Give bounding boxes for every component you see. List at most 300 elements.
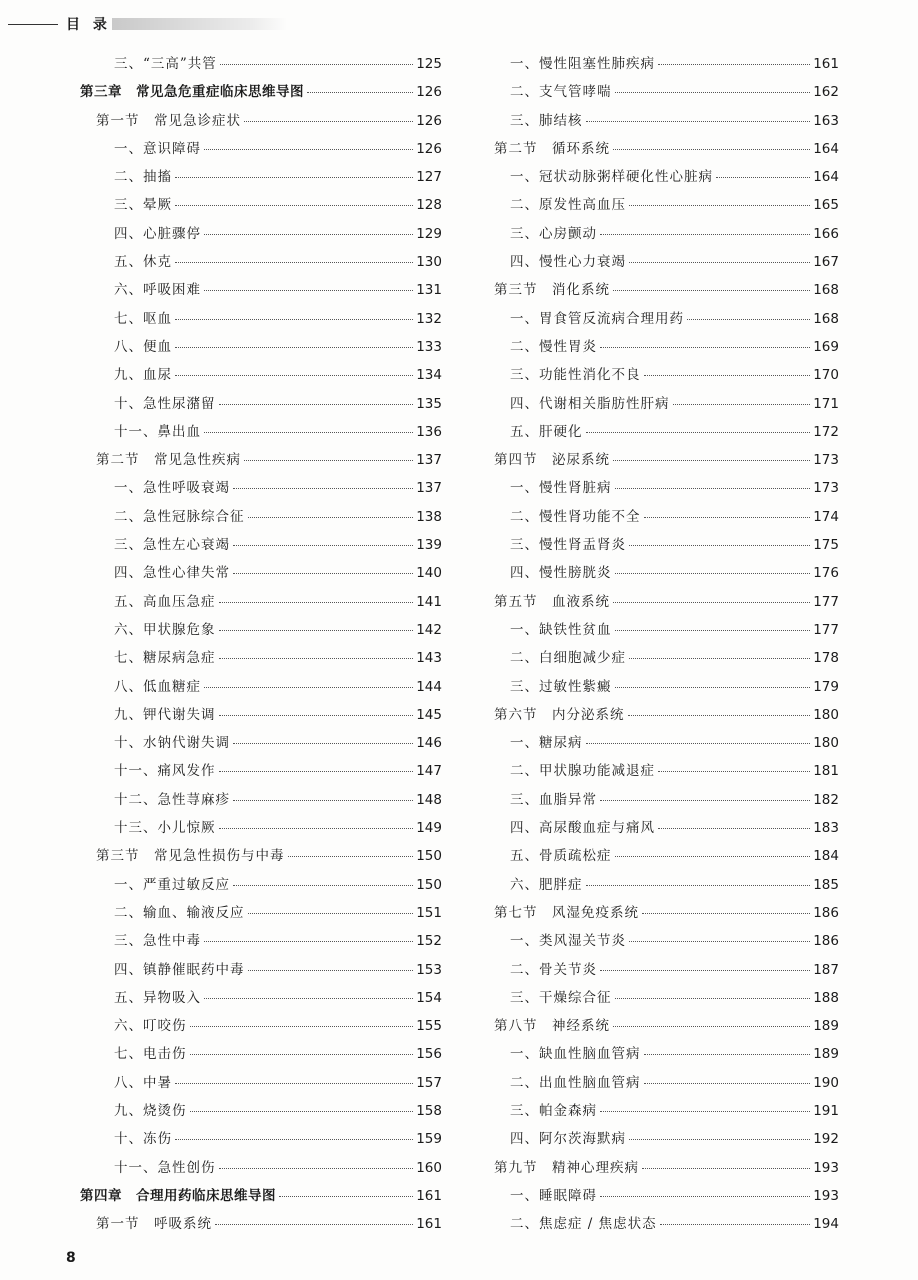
toc-entry-page: 143 bbox=[416, 650, 442, 667]
toc-entry-page: 157 bbox=[416, 1074, 442, 1091]
dot-leader bbox=[629, 941, 810, 942]
toc-entry-page: 176 bbox=[813, 565, 839, 582]
dot-leader bbox=[629, 1139, 810, 1140]
toc-entry-label: 三、肺结核 bbox=[510, 112, 583, 129]
toc-entry-item[interactable] bbox=[80, 1127, 442, 1155]
toc-entry-item[interactable] bbox=[494, 646, 839, 674]
toc-entry-label: 二、甲状腺功能减退症 bbox=[510, 763, 655, 780]
toc-entry-item[interactable] bbox=[80, 222, 442, 250]
toc-entry-label: 第三章 常见急危重症临床思维导图 bbox=[80, 84, 304, 101]
toc-entry-section[interactable] bbox=[494, 590, 839, 618]
toc-entry-page: 192 bbox=[813, 1131, 839, 1148]
dot-leader bbox=[716, 177, 810, 178]
toc-entry-label: 十二、急性荨麻疹 bbox=[114, 791, 230, 808]
toc-entry-page: 164 bbox=[813, 140, 839, 157]
toc-entry-page: 158 bbox=[416, 1102, 442, 1119]
toc-entry-item[interactable] bbox=[80, 1071, 442, 1099]
dot-leader bbox=[175, 375, 413, 376]
dot-leader bbox=[175, 1083, 413, 1084]
toc-entry-page: 126 bbox=[416, 84, 442, 101]
toc-entry-item[interactable] bbox=[494, 420, 839, 448]
toc-entry-item[interactable] bbox=[494, 476, 839, 504]
toc-entry-item[interactable] bbox=[494, 392, 839, 420]
header-title: 目 录 bbox=[66, 17, 111, 33]
dot-leader bbox=[628, 715, 811, 716]
toc-entry-label: 二、输血、输液反应 bbox=[114, 904, 245, 921]
dot-leader bbox=[687, 319, 810, 320]
toc-entry-item[interactable] bbox=[80, 1099, 442, 1127]
toc-entry-page: 165 bbox=[813, 197, 839, 214]
dot-leader bbox=[644, 1083, 811, 1084]
toc-entry-page: 162 bbox=[813, 84, 839, 101]
dot-leader bbox=[642, 913, 810, 914]
dot-leader bbox=[600, 800, 810, 801]
dot-leader bbox=[219, 630, 414, 631]
dot-leader bbox=[600, 1111, 810, 1112]
toc-entry-page: 153 bbox=[416, 961, 442, 978]
toc-entry-label: 四、慢性膀胱炎 bbox=[510, 565, 612, 582]
toc-entry-page: 193 bbox=[813, 1159, 839, 1176]
toc-entry-item[interactable] bbox=[80, 901, 442, 929]
toc-entry-label: 十一、急性创伤 bbox=[114, 1159, 216, 1176]
toc-entry-page: 126 bbox=[416, 140, 442, 157]
toc-entry-label: 六、叮咬伤 bbox=[114, 1018, 187, 1035]
toc-entry-label: 第六节 内分泌系统 bbox=[494, 706, 625, 723]
toc-entry-page: 168 bbox=[813, 310, 839, 327]
toc-entry-page: 156 bbox=[416, 1046, 442, 1063]
dot-leader bbox=[673, 404, 811, 405]
toc-entry-page: 147 bbox=[416, 763, 442, 780]
dot-leader bbox=[615, 488, 811, 489]
toc-entry-label: 四、代谢相关脂肪性肝病 bbox=[510, 395, 670, 412]
dot-leader bbox=[204, 998, 413, 999]
toc-entry-item[interactable] bbox=[80, 986, 442, 1014]
toc-entry-label: 三、急性中毒 bbox=[114, 933, 201, 950]
toc-entry-page: 161 bbox=[416, 1187, 442, 1204]
dot-leader bbox=[613, 460, 810, 461]
toc-entry-label: 二、原发性高血压 bbox=[510, 197, 626, 214]
toc-entry-label: 三、心房颤动 bbox=[510, 225, 597, 242]
toc-entry-label: 一、睡眠障碍 bbox=[510, 1187, 597, 1204]
toc-entry-page: 173 bbox=[813, 480, 839, 497]
dot-leader bbox=[204, 234, 413, 235]
toc-entry-item[interactable] bbox=[494, 816, 839, 844]
toc-entry-item[interactable] bbox=[494, 193, 839, 221]
toc-entry-item[interactable] bbox=[494, 1212, 839, 1240]
toc-entry-label: 第九节 精神心理疾病 bbox=[494, 1159, 639, 1176]
dot-leader bbox=[613, 602, 810, 603]
toc-entry-page: 129 bbox=[416, 225, 442, 242]
toc-entry-label: 十三、小儿惊厥 bbox=[114, 820, 216, 837]
toc-entry-section[interactable] bbox=[494, 278, 839, 306]
toc-entry-label: 一、类风湿关节炎 bbox=[510, 933, 626, 950]
dot-leader bbox=[175, 319, 413, 320]
dot-leader bbox=[615, 573, 811, 574]
toc-entry-page: 144 bbox=[416, 678, 442, 695]
toc-entry-label: 五、休克 bbox=[114, 254, 172, 271]
toc-entry-item[interactable] bbox=[494, 986, 839, 1014]
toc-entry-label: 六、甲状腺危象 bbox=[114, 621, 216, 638]
toc-entry-item[interactable] bbox=[494, 250, 839, 278]
toc-entry-item[interactable] bbox=[80, 250, 442, 278]
dot-leader bbox=[279, 1196, 413, 1197]
toc-entry-item[interactable] bbox=[494, 561, 839, 589]
toc-entry-item[interactable] bbox=[80, 675, 442, 703]
toc-entry-label: 八、低血糖症 bbox=[114, 678, 201, 695]
toc-entry-page: 159 bbox=[416, 1131, 442, 1148]
toc-entry-page: 171 bbox=[813, 395, 839, 412]
toc-entry-page: 194 bbox=[813, 1216, 839, 1233]
dot-leader bbox=[175, 177, 413, 178]
toc-entry-item[interactable] bbox=[494, 873, 839, 901]
toc-entry-page: 179 bbox=[813, 678, 839, 695]
toc-entry-item[interactable] bbox=[80, 646, 442, 674]
toc-entry-item[interactable] bbox=[80, 788, 442, 816]
dot-leader bbox=[244, 121, 413, 122]
toc-entry-page: 139 bbox=[416, 537, 442, 554]
toc-entry-label: 一、缺铁性贫血 bbox=[510, 621, 612, 638]
toc-entry-item[interactable] bbox=[80, 1014, 442, 1042]
toc-entry-label: 第三节 消化系统 bbox=[494, 282, 610, 299]
toc-entry-item[interactable] bbox=[494, 363, 839, 391]
toc-entry-item[interactable] bbox=[80, 618, 442, 646]
toc-entry-label: 五、异物吸入 bbox=[114, 989, 201, 1006]
toc-entry-page: 189 bbox=[813, 1046, 839, 1063]
toc-entry-page: 145 bbox=[416, 706, 442, 723]
toc-entry-label: 四、镇静催眠药中毒 bbox=[114, 961, 245, 978]
toc-entry-label: 一、慢性肾脏病 bbox=[510, 480, 612, 497]
toc-entry-page: 186 bbox=[813, 933, 839, 950]
toc-entry-label: 十一、痛风发作 bbox=[114, 763, 216, 780]
dot-leader bbox=[219, 771, 414, 772]
toc-entry-item[interactable] bbox=[80, 420, 442, 448]
toc-entry-item[interactable] bbox=[80, 137, 442, 165]
toc-column-left bbox=[80, 52, 442, 1240]
toc-entry-section[interactable] bbox=[494, 1014, 839, 1042]
toc-entry-item[interactable] bbox=[494, 109, 839, 137]
toc-entry-label: 三、晕厥 bbox=[114, 197, 172, 214]
dot-leader bbox=[248, 517, 414, 518]
toc-entry-page: 125 bbox=[416, 56, 442, 72]
page-number: 8 bbox=[66, 1250, 76, 1266]
toc-entry-item[interactable] bbox=[80, 533, 442, 561]
toc-entry-label: 七、呕血 bbox=[114, 310, 172, 327]
toc-entry-item[interactable] bbox=[80, 52, 442, 80]
dot-leader bbox=[233, 800, 413, 801]
toc-entry-label: 四、心脏骤停 bbox=[114, 225, 201, 242]
toc-entry-page: 183 bbox=[813, 820, 839, 837]
toc-entry-page: 172 bbox=[813, 423, 839, 440]
toc-entry-page: 131 bbox=[416, 282, 442, 299]
toc-entry-item[interactable] bbox=[80, 476, 442, 504]
toc-entry-item[interactable] bbox=[80, 335, 442, 363]
toc-entry-item[interactable] bbox=[80, 278, 442, 306]
toc-entry-page: 132 bbox=[416, 310, 442, 327]
toc-entry-page: 180 bbox=[813, 735, 839, 752]
toc-entry-item[interactable] bbox=[494, 759, 839, 787]
dot-leader bbox=[600, 970, 810, 971]
toc-entry-page: 169 bbox=[813, 338, 839, 355]
dot-leader bbox=[175, 205, 413, 206]
toc-entry-label: 五、肝硬化 bbox=[510, 423, 583, 440]
toc-entry-label: 四、阿尔茨海默病 bbox=[510, 1131, 626, 1148]
toc-entry-section[interactable] bbox=[494, 137, 839, 165]
dot-leader bbox=[233, 743, 413, 744]
toc-entry-chapter[interactable] bbox=[80, 80, 442, 108]
toc-entry-label: 十一、鼻出血 bbox=[114, 423, 201, 440]
dot-leader bbox=[190, 1026, 414, 1027]
toc-entry-label: 三、慢性肾盂肾炎 bbox=[510, 537, 626, 554]
dot-leader bbox=[204, 687, 413, 688]
dot-leader bbox=[219, 828, 414, 829]
toc-entry-page: 161 bbox=[813, 56, 839, 72]
dot-leader bbox=[219, 404, 414, 405]
dot-leader bbox=[219, 602, 414, 603]
toc-entry-page: 177 bbox=[813, 621, 839, 638]
toc-entry-page: 138 bbox=[416, 508, 442, 525]
toc-entry-label: 三、功能性消化不良 bbox=[510, 367, 641, 384]
toc-entry-item[interactable] bbox=[494, 335, 839, 363]
toc-entry-page: 180 bbox=[813, 706, 839, 723]
toc-entry-label: 二、急性冠脉综合征 bbox=[114, 508, 245, 525]
toc-entry-label: 第二节 常见急性疾病 bbox=[96, 452, 241, 469]
dot-leader bbox=[658, 64, 810, 65]
toc-entry-page: 148 bbox=[416, 791, 442, 808]
toc-entry-page: 133 bbox=[416, 338, 442, 355]
toc-entry-page: 135 bbox=[416, 395, 442, 412]
dot-leader bbox=[629, 205, 810, 206]
dot-leader bbox=[586, 121, 811, 122]
toc-entry-item[interactable] bbox=[80, 731, 442, 759]
dot-leader bbox=[642, 1168, 810, 1169]
dot-leader bbox=[600, 234, 810, 235]
toc-entry-item[interactable] bbox=[494, 1042, 839, 1070]
toc-entry-label: 二、抽搐 bbox=[114, 169, 172, 186]
header-gradient-bar bbox=[112, 18, 287, 30]
toc-entry-item[interactable] bbox=[80, 1156, 442, 1184]
toc-entry-page: 150 bbox=[416, 876, 442, 893]
toc-entry-label: 九、钾代谢失调 bbox=[114, 706, 216, 723]
toc-entry-label: 十、急性尿潴留 bbox=[114, 395, 216, 412]
toc-entry-item[interactable] bbox=[494, 307, 839, 335]
dot-leader bbox=[204, 432, 413, 433]
dot-leader bbox=[233, 885, 413, 886]
toc-entry-chapter[interactable] bbox=[80, 1184, 442, 1212]
toc-entry-item[interactable] bbox=[494, 1071, 839, 1099]
toc-entry-label: 三、血脂异常 bbox=[510, 791, 597, 808]
toc-entry-item[interactable] bbox=[494, 505, 839, 533]
toc-entry-item[interactable] bbox=[494, 844, 839, 872]
toc-entry-page: 140 bbox=[416, 565, 442, 582]
toc-entry-label: 十、冻伤 bbox=[114, 1131, 172, 1148]
toc-entry-page: 127 bbox=[416, 169, 442, 186]
toc-entry-section[interactable] bbox=[80, 109, 442, 137]
toc-entry-page: 184 bbox=[813, 848, 839, 865]
toc-entry-label: 九、血尿 bbox=[114, 367, 172, 384]
toc-entry-item[interactable] bbox=[494, 1184, 839, 1212]
toc-entry-label: 六、呼吸困难 bbox=[114, 282, 201, 299]
dot-leader bbox=[248, 913, 414, 914]
dot-leader bbox=[615, 630, 811, 631]
dot-leader bbox=[175, 1139, 413, 1140]
toc-entry-page: 155 bbox=[416, 1018, 442, 1035]
toc-entry-label: 二、骨关节炎 bbox=[510, 961, 597, 978]
toc-entry-label: 二、慢性肾功能不全 bbox=[510, 508, 641, 525]
toc-entry-item[interactable] bbox=[494, 533, 839, 561]
dot-leader bbox=[615, 92, 811, 93]
dot-leader bbox=[204, 290, 413, 291]
toc-entry-label: 二、出血性脑血管病 bbox=[510, 1074, 641, 1091]
toc-entry-page: 163 bbox=[813, 112, 839, 129]
toc-entry-page: 142 bbox=[416, 621, 442, 638]
toc-entry-item[interactable] bbox=[80, 505, 442, 533]
toc-entry-page: 150 bbox=[416, 848, 442, 865]
toc-entry-page: 151 bbox=[416, 904, 442, 921]
toc-entry-item[interactable] bbox=[80, 873, 442, 901]
toc-entry-page: 146 bbox=[416, 735, 442, 752]
toc-entry-item[interactable] bbox=[80, 1042, 442, 1070]
toc-entry-item[interactable] bbox=[494, 929, 839, 957]
dot-leader bbox=[613, 290, 810, 291]
dot-leader bbox=[586, 432, 811, 433]
dot-leader bbox=[220, 64, 413, 65]
toc-entry-label: 第一节 呼吸系统 bbox=[96, 1216, 212, 1233]
toc-entry-label: 六、肥胖症 bbox=[510, 876, 583, 893]
toc-entry-section[interactable] bbox=[494, 1156, 839, 1184]
toc-entry-item[interactable] bbox=[80, 392, 442, 420]
dot-leader bbox=[615, 687, 811, 688]
toc-entry-item[interactable] bbox=[494, 958, 839, 986]
toc-entry-label: 第七节 风湿免疫系统 bbox=[494, 904, 639, 921]
toc-entry-label: 第一节 常见急诊症状 bbox=[96, 112, 241, 129]
toc-entry-item[interactable] bbox=[494, 165, 839, 193]
toc-entry-item[interactable] bbox=[494, 788, 839, 816]
toc-entry-item[interactable] bbox=[80, 193, 442, 221]
toc-entry-page: 185 bbox=[813, 876, 839, 893]
toc-entry-section[interactable] bbox=[494, 901, 839, 929]
dot-leader bbox=[644, 375, 811, 376]
toc-entry-page: 175 bbox=[813, 537, 839, 554]
dot-leader bbox=[175, 347, 413, 348]
toc-entry-page: 154 bbox=[416, 989, 442, 1006]
toc-entry-page: 166 bbox=[813, 225, 839, 242]
toc-entry-page: 128 bbox=[416, 197, 442, 214]
toc-entry-page: 149 bbox=[416, 820, 442, 837]
toc-entry-item[interactable] bbox=[80, 958, 442, 986]
toc-entry-page: 190 bbox=[813, 1074, 839, 1091]
toc-entry-item[interactable] bbox=[80, 561, 442, 589]
toc-entry-page: 161 bbox=[416, 1216, 442, 1233]
toc-entry-label: 三、过敏性紫癜 bbox=[510, 678, 612, 695]
toc-entry-item[interactable] bbox=[494, 618, 839, 646]
dot-leader bbox=[204, 149, 413, 150]
toc-entry-item[interactable] bbox=[80, 703, 442, 731]
toc-entry-label: 四、急性心律失常 bbox=[114, 565, 230, 582]
toc-entry-page: 174 bbox=[813, 508, 839, 525]
dot-leader bbox=[204, 941, 413, 942]
toc-entry-label: 第二节 循环系统 bbox=[494, 140, 610, 157]
dot-leader bbox=[233, 573, 413, 574]
toc-entry-label: 一、严重过敏反应 bbox=[114, 876, 230, 893]
toc-entry-item[interactable] bbox=[494, 80, 839, 108]
dot-leader bbox=[215, 1224, 413, 1225]
toc-entry-page: 141 bbox=[416, 593, 442, 610]
toc-entry-section[interactable] bbox=[494, 448, 839, 476]
toc-entry-page: 152 bbox=[416, 933, 442, 950]
toc-entry-page: 189 bbox=[813, 1018, 839, 1035]
dot-leader bbox=[660, 1224, 811, 1225]
toc-entry-item[interactable] bbox=[494, 222, 839, 250]
toc-entry-label: 七、电击伤 bbox=[114, 1046, 187, 1063]
toc-entry-page: 126 bbox=[416, 112, 442, 129]
toc-entry-label: 一、急性呼吸衰竭 bbox=[114, 480, 230, 497]
toc-entry-page: 186 bbox=[813, 904, 839, 921]
toc-entry-page: 137 bbox=[416, 480, 442, 497]
dot-leader bbox=[615, 998, 811, 999]
toc-entry-page: 178 bbox=[813, 650, 839, 667]
toc-entry-page: 193 bbox=[813, 1187, 839, 1204]
dot-leader bbox=[629, 262, 810, 263]
toc-entry-section[interactable] bbox=[494, 703, 839, 731]
toc-entry-item[interactable] bbox=[80, 307, 442, 335]
toc-entry-item[interactable] bbox=[494, 1127, 839, 1155]
toc-entry-page: 191 bbox=[813, 1102, 839, 1119]
dot-leader bbox=[219, 658, 414, 659]
dot-leader bbox=[615, 856, 811, 857]
dot-leader bbox=[600, 347, 810, 348]
dot-leader bbox=[248, 970, 414, 971]
toc-entry-label: 四、慢性心力衰竭 bbox=[510, 254, 626, 271]
toc-entry-label: 一、慢性阻塞性肺疾病 bbox=[510, 56, 655, 72]
toc-entry-page: 130 bbox=[416, 254, 442, 271]
toc-entry-item[interactable] bbox=[494, 52, 839, 80]
toc-entry-label: 第四章 合理用药临床思维导图 bbox=[80, 1187, 276, 1204]
toc-entry-label: 八、中暑 bbox=[114, 1074, 172, 1091]
toc-entry-item[interactable] bbox=[80, 816, 442, 844]
toc-entry-label: 三、急性左心衰竭 bbox=[114, 537, 230, 554]
toc-entry-label: 二、支气管哮喘 bbox=[510, 84, 612, 101]
toc-entry-section[interactable] bbox=[80, 844, 442, 872]
toc-entry-item[interactable] bbox=[80, 929, 442, 957]
dot-leader bbox=[190, 1054, 414, 1055]
dot-leader bbox=[288, 856, 414, 857]
toc-entry-section[interactable] bbox=[80, 448, 442, 476]
toc-entry-item[interactable] bbox=[494, 731, 839, 759]
dot-leader bbox=[658, 771, 810, 772]
dot-leader bbox=[233, 545, 413, 546]
dot-leader bbox=[613, 149, 810, 150]
toc-entry-item[interactable] bbox=[494, 675, 839, 703]
page-header bbox=[0, 14, 918, 36]
toc-entry-page: 182 bbox=[813, 791, 839, 808]
toc-entry-section[interactable] bbox=[80, 1212, 442, 1240]
dot-leader bbox=[244, 460, 413, 461]
toc-entry-label: 四、高尿酸血症与痛风 bbox=[510, 820, 655, 837]
toc-entry-page: 134 bbox=[416, 367, 442, 384]
toc-entry-item[interactable] bbox=[80, 363, 442, 391]
header-rule bbox=[8, 24, 58, 25]
dot-leader bbox=[586, 885, 811, 886]
toc-entry-item[interactable] bbox=[494, 1099, 839, 1127]
toc-entry-item[interactable] bbox=[80, 165, 442, 193]
toc-entry-item[interactable] bbox=[80, 759, 442, 787]
dot-leader bbox=[613, 1026, 810, 1027]
toc-entry-page: 167 bbox=[813, 254, 839, 271]
toc-entry-item[interactable] bbox=[80, 590, 442, 618]
dot-leader bbox=[644, 517, 811, 518]
toc-entry-page: 164 bbox=[813, 169, 839, 186]
toc-entry-page: 136 bbox=[416, 423, 442, 440]
